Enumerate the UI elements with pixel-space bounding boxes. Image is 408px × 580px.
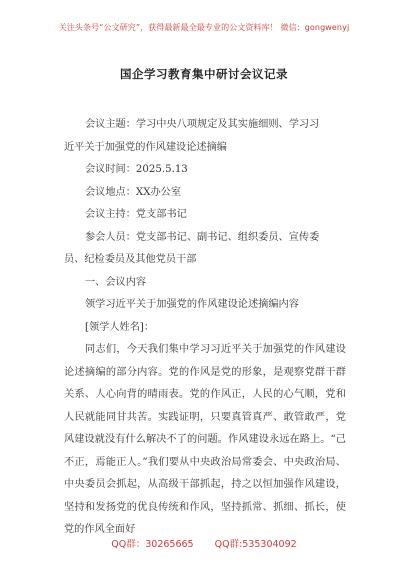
meeting-attendees-line1: 参会人员：党支部书记、副书记、组织委员、宣传委 bbox=[85, 231, 320, 243]
qq-group-2: QQ群:535304092 bbox=[214, 539, 297, 550]
meeting-topic-line1: 会议主题：学习中央八项规定及其实施细则、学习习 bbox=[85, 119, 320, 130]
leader-label: [领学人姓名]： bbox=[85, 321, 155, 333]
document-title: 国企学习教育集中研讨会议记录 bbox=[120, 67, 288, 81]
qq-group-1: QQ群：30265665 bbox=[111, 539, 194, 550]
document-body bbox=[64, 114, 346, 542]
meeting-time: 会议时间：2025.5.13 bbox=[85, 164, 188, 175]
meeting-topic-line2: 近平关于加强党的作风建设论述摘编 bbox=[64, 141, 227, 153]
section-intro: 领学习近平关于加强党的作风建设论述摘编内容 bbox=[85, 299, 299, 310]
meeting-attendees-line2: 员、纪检委员及其他党员干部 bbox=[64, 254, 197, 265]
meeting-location: 会议地点：XX办公室 bbox=[85, 186, 182, 198]
section-heading: 一、会议内容 bbox=[85, 276, 147, 288]
promo-banner: 关注头条号“公文研究”，获得最新最全最专业的公文资料库！ 微信：gongwenyj bbox=[58, 23, 350, 32]
meeting-host: 会议主持：党支部书记 bbox=[85, 209, 187, 220]
body-paragraph: 同志们，今天我们集中学习习近平关于加强党的作风建设论述摘编的部分内容。党的作风是党的形象，是观察党群干群关系、人心向背的晴雨表。党的作风正，人民的心气顺，党和人民就能同甘共苦。实践证明，只要真管真严、敢管敢严，党风建设就没有什么解决不了的问题。作风建设永远在路上。“己不正，焉能正人。”我们要从中央政治局常委会、中央政治局、中央委员会抓起，从高级干部抓起，持之以恒加强作风建设，坚持和发扬党的优良传统和作风，坚持抓常、抓细、抓长，使党的作风全面好 bbox=[64, 344, 346, 535]
contact-banner bbox=[0, 536, 408, 550]
